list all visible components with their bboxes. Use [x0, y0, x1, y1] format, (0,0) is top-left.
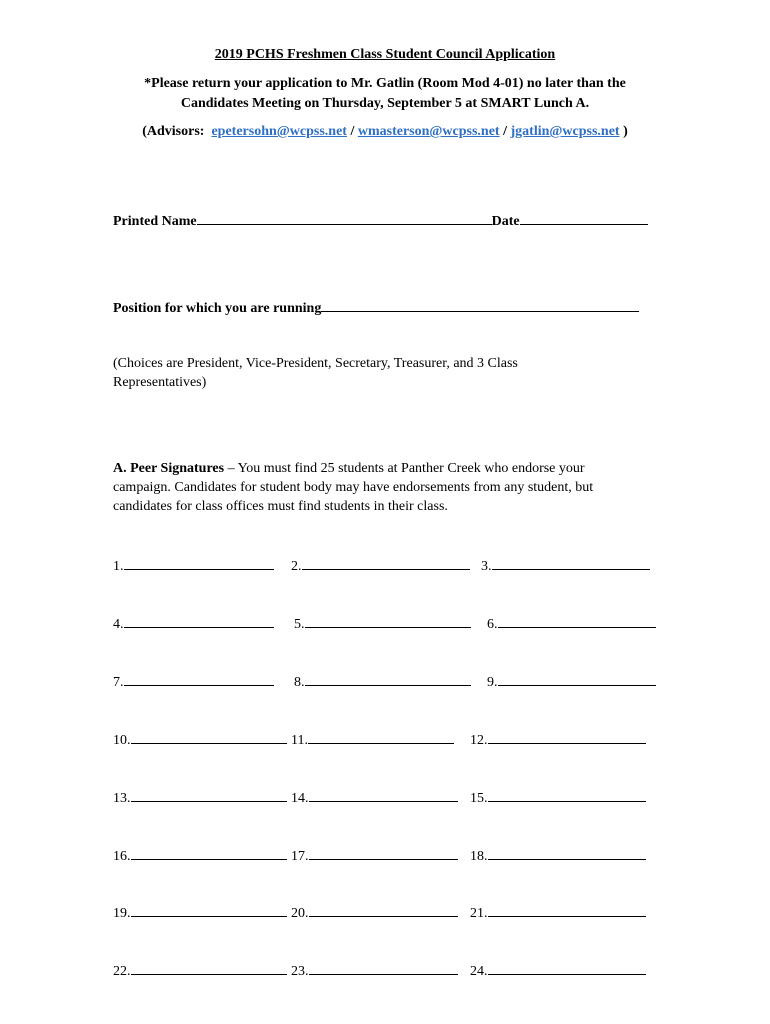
signature-field[interactable] — [488, 846, 646, 860]
signature-number: 19. — [113, 906, 131, 921]
choices-note: (Choices are President, Vice-President, Secretary, Treasurer, and 3 Class Representatives) — [113, 356, 518, 390]
signature-number: 12. — [470, 733, 488, 748]
email-link-wmasterson[interactable]: wmasterson@wcpss.net — [357, 124, 500, 139]
signature-field[interactable] — [309, 961, 458, 975]
signature-number: 6. — [487, 617, 498, 632]
signature-number: 21. — [470, 906, 488, 921]
signature-field[interactable] — [488, 961, 646, 975]
email-separator: / — [503, 124, 507, 139]
instruction-line-2: Candidates Meeting on Thursday, September 5 at SMART Lunch A. — [180, 96, 590, 111]
signature-field[interactable] — [302, 556, 470, 570]
position-row — [113, 297, 639, 317]
signature-field[interactable] — [488, 730, 646, 744]
printed-name-row — [113, 210, 648, 230]
advisors-suffix: ) — [623, 124, 628, 139]
signature-slot — [113, 730, 287, 749]
signature-slot — [487, 614, 656, 633]
signature-slot — [291, 961, 458, 980]
signature-field[interactable] — [488, 788, 646, 802]
signature-slot — [291, 903, 458, 922]
signature-slot — [113, 672, 274, 691]
signature-field[interactable] — [309, 846, 458, 860]
signature-field[interactable] — [131, 961, 287, 975]
signature-slot — [291, 556, 470, 575]
signature-number: 9. — [487, 675, 498, 690]
signature-number: 3. — [481, 559, 492, 574]
signature-slot — [291, 730, 454, 749]
section-body: – You must find 25 students at Panther Creek who endorse your campaign. Candidates for student body may have endorsements from any student, but candidates for class offices must find students in their class. — [113, 461, 594, 514]
signature-slot — [113, 556, 274, 575]
signature-slot — [291, 846, 458, 865]
signature-number: 2. — [291, 559, 302, 574]
position-field[interactable] — [321, 297, 639, 312]
signature-slot — [487, 672, 656, 691]
signature-slot — [470, 961, 646, 980]
position-label: Position for which you are running — [113, 301, 322, 316]
signature-field[interactable] — [309, 788, 458, 802]
signature-number: 20. — [291, 906, 309, 921]
email-link-epetersohn[interactable]: epetersohn@wcpss.net — [211, 124, 347, 139]
signature-slot — [113, 961, 287, 980]
signature-field[interactable] — [308, 730, 454, 744]
signature-number: 11. — [291, 733, 308, 748]
date-field[interactable] — [520, 210, 648, 225]
printed-name-label: Printed Name — [113, 214, 197, 229]
signature-slot — [481, 556, 650, 575]
signature-field[interactable] — [305, 672, 471, 686]
signature-number: 13. — [113, 791, 131, 806]
signature-field[interactable] — [124, 614, 274, 628]
section-heading: A. Peer Signatures — [113, 461, 225, 476]
signature-slot — [294, 614, 471, 633]
signature-field[interactable] — [498, 672, 656, 686]
signature-number: 5. — [294, 617, 305, 632]
email-link-jgatlin[interactable]: jgatlin@wcpss.net — [510, 124, 620, 139]
signature-number: 8. — [294, 675, 305, 690]
signature-field[interactable] — [131, 730, 287, 744]
signature-number: 16. — [113, 849, 131, 864]
signature-field[interactable] — [131, 903, 287, 917]
signature-field[interactable] — [131, 846, 287, 860]
signature-slot — [470, 730, 646, 749]
signature-number: 24. — [470, 964, 488, 979]
page-title: 2019 PCHS Freshmen Class Student Council Application — [214, 47, 556, 62]
signature-slot — [291, 788, 458, 807]
signature-field[interactable] — [131, 788, 287, 802]
date-label: Date — [491, 214, 520, 229]
signature-field[interactable] — [492, 556, 650, 570]
signature-number: 1. — [113, 559, 124, 574]
signature-number: 23. — [291, 964, 309, 979]
signature-slot — [113, 788, 287, 807]
signature-field[interactable] — [498, 614, 656, 628]
printed-name-field[interactable] — [197, 210, 492, 225]
signature-number: 4. — [113, 617, 124, 632]
signature-field[interactable] — [309, 903, 458, 917]
signature-number: 10. — [113, 733, 131, 748]
signature-number: 14. — [291, 791, 309, 806]
instruction-line-1: *Please return your application to Mr. Gatlin (Room Mod 4-01) no later than the — [144, 76, 626, 91]
signature-slot — [470, 788, 646, 807]
signature-field[interactable] — [488, 903, 646, 917]
signature-field[interactable] — [305, 614, 471, 628]
signature-slot — [470, 846, 646, 865]
signature-slot — [113, 614, 274, 633]
signature-number: 15. — [470, 791, 488, 806]
signature-slot — [470, 903, 646, 922]
peer-signatures-section — [113, 459, 643, 516]
signature-field[interactable] — [124, 672, 274, 686]
signature-number: 18. — [470, 849, 488, 864]
email-separator: / — [350, 124, 355, 139]
signature-slot — [113, 903, 287, 922]
advisors-prefix: (Advisors: — [142, 124, 205, 139]
signature-slot — [113, 846, 287, 865]
signature-slot — [294, 672, 471, 691]
signature-number: 22. — [113, 964, 131, 979]
signature-number: 17. — [291, 849, 309, 864]
signature-number: 7. — [113, 675, 124, 690]
advisors-line — [0, 124, 770, 140]
signature-field[interactable] — [124, 556, 274, 570]
